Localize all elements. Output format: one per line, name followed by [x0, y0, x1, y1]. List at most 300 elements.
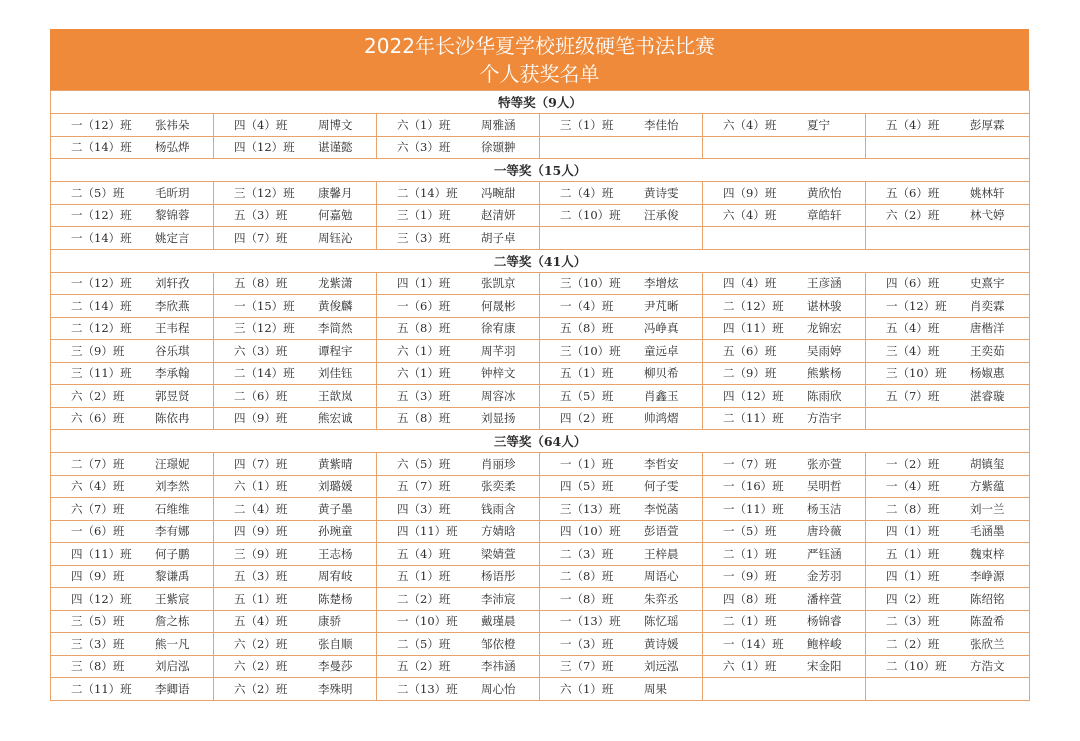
class-label: 五（7）班 — [397, 479, 451, 494]
student-name: 李曼莎 — [318, 659, 353, 674]
student-name: 熊一凡 — [155, 636, 190, 651]
class-label: 五（3）班 — [397, 388, 451, 403]
student-name: 李祎涵 — [481, 659, 516, 674]
student-name: 吴雨婷 — [807, 343, 842, 358]
student-name: 郭昱贤 — [155, 388, 190, 403]
student-name: 谭程宇 — [318, 343, 353, 358]
student-name: 杨婌惠 — [970, 366, 1005, 381]
class-label: 一（12）班 — [886, 298, 947, 313]
winner-cell — [540, 340, 703, 363]
class-label: 二（5）班 — [71, 185, 125, 200]
class-label: 六（3）班 — [397, 140, 451, 155]
winner-cell — [377, 453, 540, 476]
class-label: 六（7）班 — [71, 501, 125, 516]
winner-cell — [703, 565, 866, 588]
table-row — [51, 475, 1030, 498]
student-name: 胡镇玺 — [970, 456, 1005, 471]
class-label: 二（9）班 — [723, 366, 777, 381]
student-name: 刘显扬 — [481, 411, 516, 426]
winner-cell — [51, 362, 214, 385]
class-label: 四（10）班 — [560, 524, 621, 539]
class-label: 五（8）班 — [234, 276, 288, 291]
class-label: 一（16）班 — [723, 479, 784, 494]
section-header-row — [51, 430, 1030, 453]
student-name: 湛睿璇 — [970, 388, 1005, 403]
winner-cell — [51, 340, 214, 363]
student-name: 章皓轩 — [807, 208, 842, 223]
winner-cell — [214, 633, 377, 656]
student-name: 柳贝希 — [644, 366, 679, 381]
winner-cell — [866, 543, 1030, 566]
class-label: 五（1）班 — [234, 591, 288, 606]
class-label: 一（9）班 — [723, 569, 777, 584]
title-banner — [50, 29, 1029, 90]
student-name: 肖丽珍 — [481, 456, 516, 471]
winner-cell — [51, 520, 214, 543]
student-name: 黄诗雯 — [644, 185, 679, 200]
class-label: 六（2）班 — [234, 636, 288, 651]
table-row — [51, 655, 1030, 678]
winner-cell — [214, 520, 377, 543]
table-row — [51, 136, 1030, 159]
class-label: 三（3）班 — [71, 636, 125, 651]
table-row — [51, 272, 1030, 295]
student-name: 周芊羽 — [481, 343, 516, 358]
winner-cell — [377, 385, 540, 408]
student-name: 戴瑾晨 — [481, 614, 516, 629]
student-name: 林弋婷 — [970, 208, 1005, 223]
class-label: 三（9）班 — [71, 343, 125, 358]
class-label: 四（1）班 — [397, 276, 451, 291]
winner-cell — [540, 498, 703, 521]
student-name: 杨弘烨 — [155, 140, 190, 155]
student-name: 黄子墨 — [318, 501, 353, 516]
class-label: 四（3）班 — [397, 501, 451, 516]
winner-cell — [51, 498, 214, 521]
student-name: 杨语彤 — [481, 569, 516, 584]
winner-cell — [703, 610, 866, 633]
table-row — [51, 340, 1030, 363]
student-name: 刘一兰 — [970, 501, 1005, 516]
student-name: 李有娜 — [155, 524, 190, 539]
title-line-1: 2022年长沙华夏学校班级硬笔书法比赛 — [364, 34, 715, 58]
class-label: 二（12）班 — [71, 321, 132, 336]
student-name: 钱雨含 — [481, 501, 516, 516]
winner-cell — [703, 407, 866, 430]
winner-cell — [377, 588, 540, 611]
student-name: 张自顺 — [318, 636, 353, 651]
class-label: 二（14）班 — [397, 185, 458, 200]
student-name: 黄紫晴 — [318, 456, 353, 471]
student-name: 孙琬童 — [318, 524, 353, 539]
table-row — [51, 543, 1030, 566]
winner-cell — [214, 475, 377, 498]
student-name: 姚定言 — [155, 230, 190, 245]
table-row — [51, 633, 1030, 656]
winner-cell — [540, 610, 703, 633]
winner-cell — [703, 114, 866, 137]
winner-cell — [51, 295, 214, 318]
student-name: 黎锦蓉 — [155, 208, 190, 223]
student-name: 刘佳钰 — [318, 366, 353, 381]
class-label: 一（5）班 — [723, 524, 777, 539]
class-label: 一（12）班 — [71, 208, 132, 223]
student-name: 李卿语 — [155, 681, 190, 696]
student-name: 李承翰 — [155, 366, 190, 381]
student-name: 刘李然 — [155, 479, 190, 494]
table-row — [51, 385, 1030, 408]
class-label: 六（2）班 — [234, 659, 288, 674]
student-name: 李悦菡 — [644, 501, 679, 516]
class-label: 五（8）班 — [560, 321, 614, 336]
winner-cell — [214, 136, 377, 159]
winner-cell — [866, 182, 1030, 205]
student-name: 徐宥康 — [481, 321, 516, 336]
class-label: 五（2）班 — [397, 659, 451, 674]
student-name: 何晟彬 — [481, 298, 516, 313]
winner-cell — [377, 543, 540, 566]
student-name: 肖鑫玉 — [644, 388, 679, 403]
class-label: 四（1）班 — [886, 569, 940, 584]
class-label: 三（10）班 — [560, 276, 621, 291]
class-label: 三（10）班 — [886, 366, 947, 381]
winner-cell — [703, 475, 866, 498]
class-label: 二（8）班 — [886, 501, 940, 516]
winner-cell — [866, 204, 1030, 227]
student-name: 帅鸿熠 — [644, 411, 679, 426]
winner-cell — [51, 633, 214, 656]
winner-cell — [377, 633, 540, 656]
class-label: 五（6）班 — [886, 185, 940, 200]
class-label: 三（5）班 — [71, 614, 125, 629]
student-name: 梁婧萱 — [481, 546, 516, 561]
student-name: 龙紫潇 — [318, 276, 353, 291]
student-name: 刘轩孜 — [155, 276, 190, 291]
class-label: 五（1）班 — [560, 366, 614, 381]
class-label: 三（1）班 — [560, 117, 614, 132]
student-name: 方浩文 — [970, 659, 1005, 674]
winner-cell — [866, 588, 1030, 611]
class-label: 五（3）班 — [234, 208, 288, 223]
winner-cell — [377, 340, 540, 363]
student-name: 龙锦宏 — [807, 321, 842, 336]
table-row — [51, 362, 1030, 385]
student-name: 唐楷洋 — [970, 321, 1005, 336]
student-name: 周博文 — [318, 117, 353, 132]
student-name: 谷乐琪 — [155, 343, 190, 358]
class-label: 四（12）班 — [234, 140, 295, 155]
class-label: 四（11）班 — [723, 321, 784, 336]
winner-cell — [703, 385, 866, 408]
award-table — [50, 90, 1030, 701]
section-title: 特等奖（9人） — [51, 91, 1030, 114]
winner-cell — [377, 565, 540, 588]
winner-cell — [377, 114, 540, 137]
winner-cell — [377, 498, 540, 521]
class-label: 四（2）班 — [560, 411, 614, 426]
winner-cell — [540, 295, 703, 318]
table-row — [51, 204, 1030, 227]
class-label: 五（6）班 — [723, 343, 777, 358]
class-label: 六（1）班 — [397, 117, 451, 132]
winner-cell — [866, 295, 1030, 318]
student-name: 吴明哲 — [807, 479, 842, 494]
winner-cell — [51, 678, 214, 701]
winner-cell — [377, 204, 540, 227]
class-label: 一（6）班 — [397, 298, 451, 313]
section-title: 二等奖（41人） — [51, 249, 1030, 272]
winner-cell — [377, 520, 540, 543]
winner-cell — [377, 362, 540, 385]
class-label: 二（1）班 — [723, 546, 777, 561]
student-name: 李佳怡 — [644, 117, 679, 132]
class-label: 六（1）班 — [234, 479, 288, 494]
winner-cell — [214, 610, 377, 633]
student-name: 陈忆瑶 — [644, 614, 679, 629]
class-label: 一（6）班 — [71, 524, 125, 539]
class-label: 四（11）班 — [71, 546, 132, 561]
student-name: 康骄 — [318, 614, 341, 629]
winner-cell — [703, 633, 866, 656]
winner-cell — [866, 385, 1030, 408]
title-line-2: 个人获奖名单 — [479, 62, 600, 86]
student-name: 唐玲薇 — [807, 524, 842, 539]
class-label: 六（4）班 — [71, 479, 125, 494]
student-name: 朱弈丞 — [644, 591, 679, 606]
class-label: 一（7）班 — [723, 456, 777, 471]
winner-cell — [214, 114, 377, 137]
class-label: 三（8）班 — [71, 659, 125, 674]
section-title: 一等奖（15人） — [51, 159, 1030, 182]
student-name: 王紫宸 — [155, 591, 190, 606]
student-name: 李简然 — [318, 321, 353, 336]
class-label: 二（2）班 — [397, 591, 451, 606]
class-label: 二（12）班 — [723, 298, 784, 313]
winner-cell — [866, 498, 1030, 521]
winner-cell — [214, 565, 377, 588]
class-label: 四（9）班 — [723, 185, 777, 200]
winner-cell — [214, 182, 377, 205]
student-name: 魏束梓 — [970, 546, 1005, 561]
winner-cell — [214, 204, 377, 227]
winner-cell — [51, 610, 214, 633]
class-label: 六（4）班 — [723, 117, 777, 132]
class-label: 五（7）班 — [886, 388, 940, 403]
winner-cell — [703, 362, 866, 385]
winner-cell — [51, 453, 214, 476]
class-label: 六（1）班 — [723, 659, 777, 674]
student-name: 方婧晗 — [481, 524, 516, 539]
class-label: 六（3）班 — [234, 343, 288, 358]
class-label: 一（12）班 — [71, 117, 132, 132]
winner-cell — [703, 136, 866, 159]
winner-cell — [51, 204, 214, 227]
student-name: 徐颋翀 — [481, 140, 516, 155]
winner-cell — [866, 633, 1030, 656]
class-label: 一（11）班 — [723, 501, 784, 516]
class-label: 二（5）班 — [397, 636, 451, 651]
winner-cell — [703, 227, 866, 250]
winner-cell — [377, 678, 540, 701]
student-name: 彭厚霖 — [970, 117, 1005, 132]
winner-cell — [51, 272, 214, 295]
student-name: 肖奕霖 — [970, 298, 1005, 313]
student-name: 王奕茹 — [970, 343, 1005, 358]
class-label: 一（10）班 — [397, 614, 458, 629]
winner-cell — [866, 227, 1030, 250]
winner-cell — [540, 520, 703, 543]
winner-cell — [866, 114, 1030, 137]
class-label: 四（9）班 — [234, 524, 288, 539]
winner-cell — [866, 362, 1030, 385]
winner-cell — [540, 227, 703, 250]
winner-cell — [703, 272, 866, 295]
class-label: 三（12）班 — [234, 321, 295, 336]
winner-cell — [214, 272, 377, 295]
class-label: 二（3）班 — [560, 546, 614, 561]
student-name: 石维维 — [155, 501, 190, 516]
winner-cell — [51, 136, 214, 159]
class-label: 二（11）班 — [723, 411, 784, 426]
student-name: 黄诗媛 — [644, 636, 679, 651]
winner-cell — [214, 678, 377, 701]
class-label: 三（1）班 — [397, 208, 451, 223]
class-label: 四（12）班 — [723, 388, 784, 403]
class-label: 二（1）班 — [723, 614, 777, 629]
student-name: 李峥源 — [970, 569, 1005, 584]
table-row — [51, 498, 1030, 521]
class-label: 二（14）班 — [71, 298, 132, 313]
class-label: 四（7）班 — [234, 230, 288, 245]
winner-cell — [214, 295, 377, 318]
student-name: 王梓晨 — [644, 546, 679, 561]
class-label: 五（4）班 — [397, 546, 451, 561]
table-row — [51, 588, 1030, 611]
student-name: 张奕柔 — [481, 479, 516, 494]
class-label: 一（3）班 — [560, 636, 614, 651]
winner-cell — [377, 610, 540, 633]
winner-cell — [866, 272, 1030, 295]
winner-cell — [377, 655, 540, 678]
winner-cell — [540, 114, 703, 137]
class-label: 三（11）班 — [71, 366, 132, 381]
winner-cell — [703, 204, 866, 227]
class-label: 四（11）班 — [397, 524, 458, 539]
winner-cell — [703, 182, 866, 205]
class-label: 五（5）班 — [560, 388, 614, 403]
class-label: 四（4）班 — [723, 276, 777, 291]
class-label: 四（4）班 — [234, 117, 288, 132]
class-label: 三（13）班 — [560, 501, 621, 516]
winner-cell — [377, 136, 540, 159]
student-name: 鲍梓峻 — [807, 636, 842, 651]
class-label: 一（4）班 — [886, 479, 940, 494]
student-name: 周语心 — [644, 569, 679, 584]
class-label: 五（4）班 — [234, 614, 288, 629]
student-name: 谌谨懿 — [318, 140, 353, 155]
class-label: 六（2）班 — [234, 681, 288, 696]
student-name: 潘梓萱 — [807, 591, 842, 606]
class-label: 五（1）班 — [886, 546, 940, 561]
student-name: 李殊明 — [318, 681, 353, 696]
table-row — [51, 610, 1030, 633]
winner-cell — [214, 588, 377, 611]
student-name: 李增炫 — [644, 276, 679, 291]
student-name: 方紫蕴 — [970, 479, 1005, 494]
class-label: 二（7）班 — [71, 456, 125, 471]
class-label: 四（6）班 — [886, 276, 940, 291]
student-name: 张欣兰 — [970, 636, 1005, 651]
winner-cell — [540, 182, 703, 205]
student-name: 李哲安 — [644, 456, 679, 471]
student-name: 尹芃晰 — [644, 298, 679, 313]
table-row — [51, 295, 1030, 318]
student-name: 方浩宇 — [807, 411, 842, 426]
winner-cell — [377, 227, 540, 250]
student-name: 王歆岚 — [318, 388, 353, 403]
winner-cell — [866, 655, 1030, 678]
student-name: 周宥岐 — [318, 569, 353, 584]
class-label: 五（8）班 — [397, 321, 451, 336]
winner-cell — [540, 407, 703, 430]
winner-cell — [51, 543, 214, 566]
table-row — [51, 520, 1030, 543]
class-label: 一（1）班 — [560, 456, 614, 471]
class-label: 二（8）班 — [560, 569, 614, 584]
award-sheet — [50, 29, 1029, 701]
class-label: 二（11）班 — [71, 681, 132, 696]
student-name: 周心怡 — [481, 681, 516, 696]
table-row — [51, 317, 1030, 340]
student-name: 汪承俊 — [644, 208, 679, 223]
section-header-row — [51, 91, 1030, 114]
student-name: 冯畹甜 — [481, 185, 516, 200]
student-name: 毛涵墨 — [970, 524, 1005, 539]
winner-cell — [377, 407, 540, 430]
winner-cell — [540, 475, 703, 498]
student-name: 何子鹏 — [155, 546, 190, 561]
winner-cell — [51, 407, 214, 430]
student-name: 邹依橙 — [481, 636, 516, 651]
student-name: 李沛宸 — [481, 591, 516, 606]
winner-cell — [51, 655, 214, 678]
winner-cell — [540, 655, 703, 678]
student-name: 周容冰 — [481, 388, 516, 403]
student-name: 张亦萱 — [807, 456, 842, 471]
student-name: 周果 — [644, 681, 667, 696]
class-label: 一（2）班 — [886, 456, 940, 471]
student-name: 陈楚杨 — [318, 591, 353, 606]
class-label: 四（5）班 — [560, 479, 614, 494]
student-name: 何嘉勉 — [318, 208, 353, 223]
winner-cell — [540, 565, 703, 588]
student-name: 杨玉洁 — [807, 501, 842, 516]
class-label: 一（12）班 — [71, 276, 132, 291]
student-name: 周雅涵 — [481, 117, 516, 132]
winner-cell — [377, 317, 540, 340]
class-label: 六（6）班 — [71, 411, 125, 426]
winner-cell — [51, 227, 214, 250]
table-row — [51, 407, 1030, 430]
student-name: 陈盈希 — [970, 614, 1005, 629]
student-name: 张祎朵 — [155, 117, 190, 132]
student-name: 黄俊麟 — [318, 298, 353, 313]
student-name: 谌林骏 — [807, 298, 842, 313]
student-name: 周钰沁 — [318, 230, 353, 245]
winner-cell — [540, 362, 703, 385]
student-name: 宋金阳 — [807, 659, 842, 674]
table-row — [51, 453, 1030, 476]
